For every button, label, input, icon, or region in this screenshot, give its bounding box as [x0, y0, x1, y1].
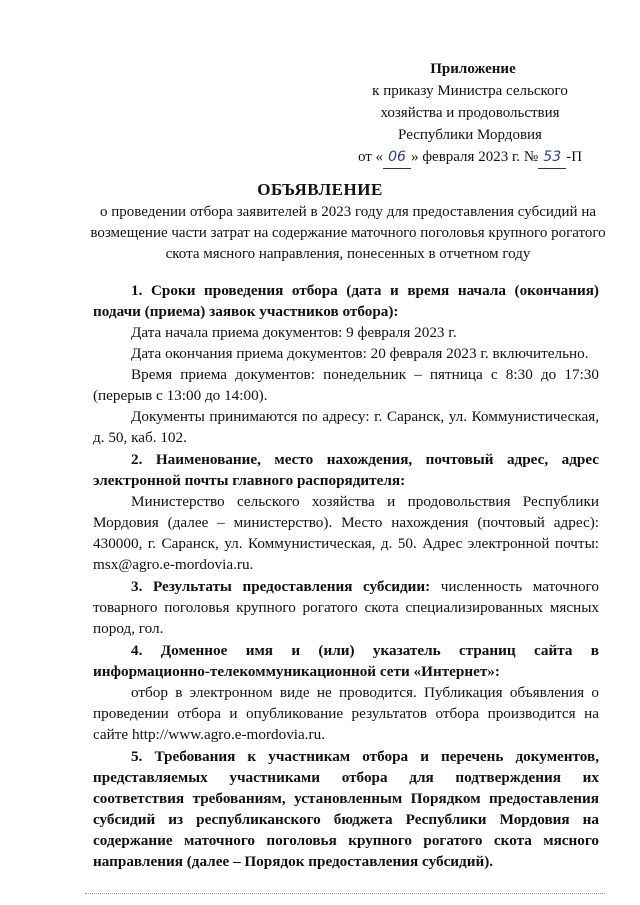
appendix-line: Республики Мордовия	[398, 127, 542, 143]
date-middle: » февраля 2023 г. №	[411, 149, 539, 165]
section-3-title: 3. Результаты предоставления субсидии:	[131, 578, 431, 595]
document-body	[93, 280, 599, 872]
section-3-paragraph	[93, 576, 599, 639]
number-suffix: -П	[566, 149, 583, 165]
appendix-block	[330, 58, 610, 169]
section-1-time: Время приема документов: понедельник – пятница с 8:30 до 17:30 (перерыв с 13:00 до 14:00).	[93, 366, 599, 404]
document-title: ОБЪЯВЛЕНИЕ	[257, 180, 383, 199]
section-3-text: численность маточного товарного поголовья крупного рогатого скота специализированных мясных пород, гол.	[93, 578, 599, 637]
handwritten-number: 53	[538, 146, 566, 169]
section-1-address: Документы принимаются по адресу: г. Саранск, ул. Коммунистическая, д. 50, каб. 102.	[93, 408, 599, 446]
section-1-title: 1. Сроки проведения отбора (дата и время начала (окончания) подачи (приема) заявок участников отбора):	[93, 282, 599, 320]
section-1-start: Дата начала приема документов: 9 февраля 2023 г.	[131, 324, 457, 341]
appendix-line: к приказу Министра сельского	[372, 83, 568, 99]
appendix-date-line	[330, 146, 610, 169]
appendix-line: хозяйства и продовольствия	[380, 105, 560, 121]
document-subtitle: о проведении отбора заявителей в 2023 году для предоставления субсидий на возмещение части затрат на содержание маточного поголовья крупного рогатого скота мясного направления, понесенных в отчетном году	[90, 204, 606, 262]
bottom-divider	[85, 893, 605, 895]
section-1-end: Дата окончания приема документов: 20 февраля 2023 г. включительно.	[131, 345, 589, 362]
appendix-title: Приложение	[430, 61, 516, 77]
section-2-title: 2. Наименование, место нахождения, почтовый адрес, адрес электронной почты главного распорядителя:	[93, 451, 599, 489]
section-2-text: Министерство сельского хозяйства и продовольствия Республики Мордовия (далее – министерство). Место нахождения (почтовый адрес): 430000, г. Саранск, ул. Коммунистическая, д. 50. Адрес электронной почты: msx@agro.e-mordovia.ru.	[93, 493, 599, 573]
section-4-title: 4. Доменное имя и (или) указатель страниц сайта в информационно-телекоммуникационной сети «Интернет»:	[93, 642, 599, 680]
handwritten-day: 06	[383, 146, 411, 169]
section-5-title: 5. Требования к участникам отбора и перечень документов, представляемых участниками отбора для подтверждения их соответствия требованиям, установленным Порядком предоставления субсидий из республиканского бюджета Республики Мордовия на содержание маточного поголовья крупного рогатого скота мясного направления (далее – Порядок предоставления субсидий).	[93, 748, 599, 870]
date-prefix: от «	[357, 149, 384, 165]
section-4-text: отбор в электронном виде не проводится. Публикация объявления о проведении отбора и опубликование результатов отбора производится на сайте http://www.agro.e-mordovia.ru.	[93, 684, 599, 743]
